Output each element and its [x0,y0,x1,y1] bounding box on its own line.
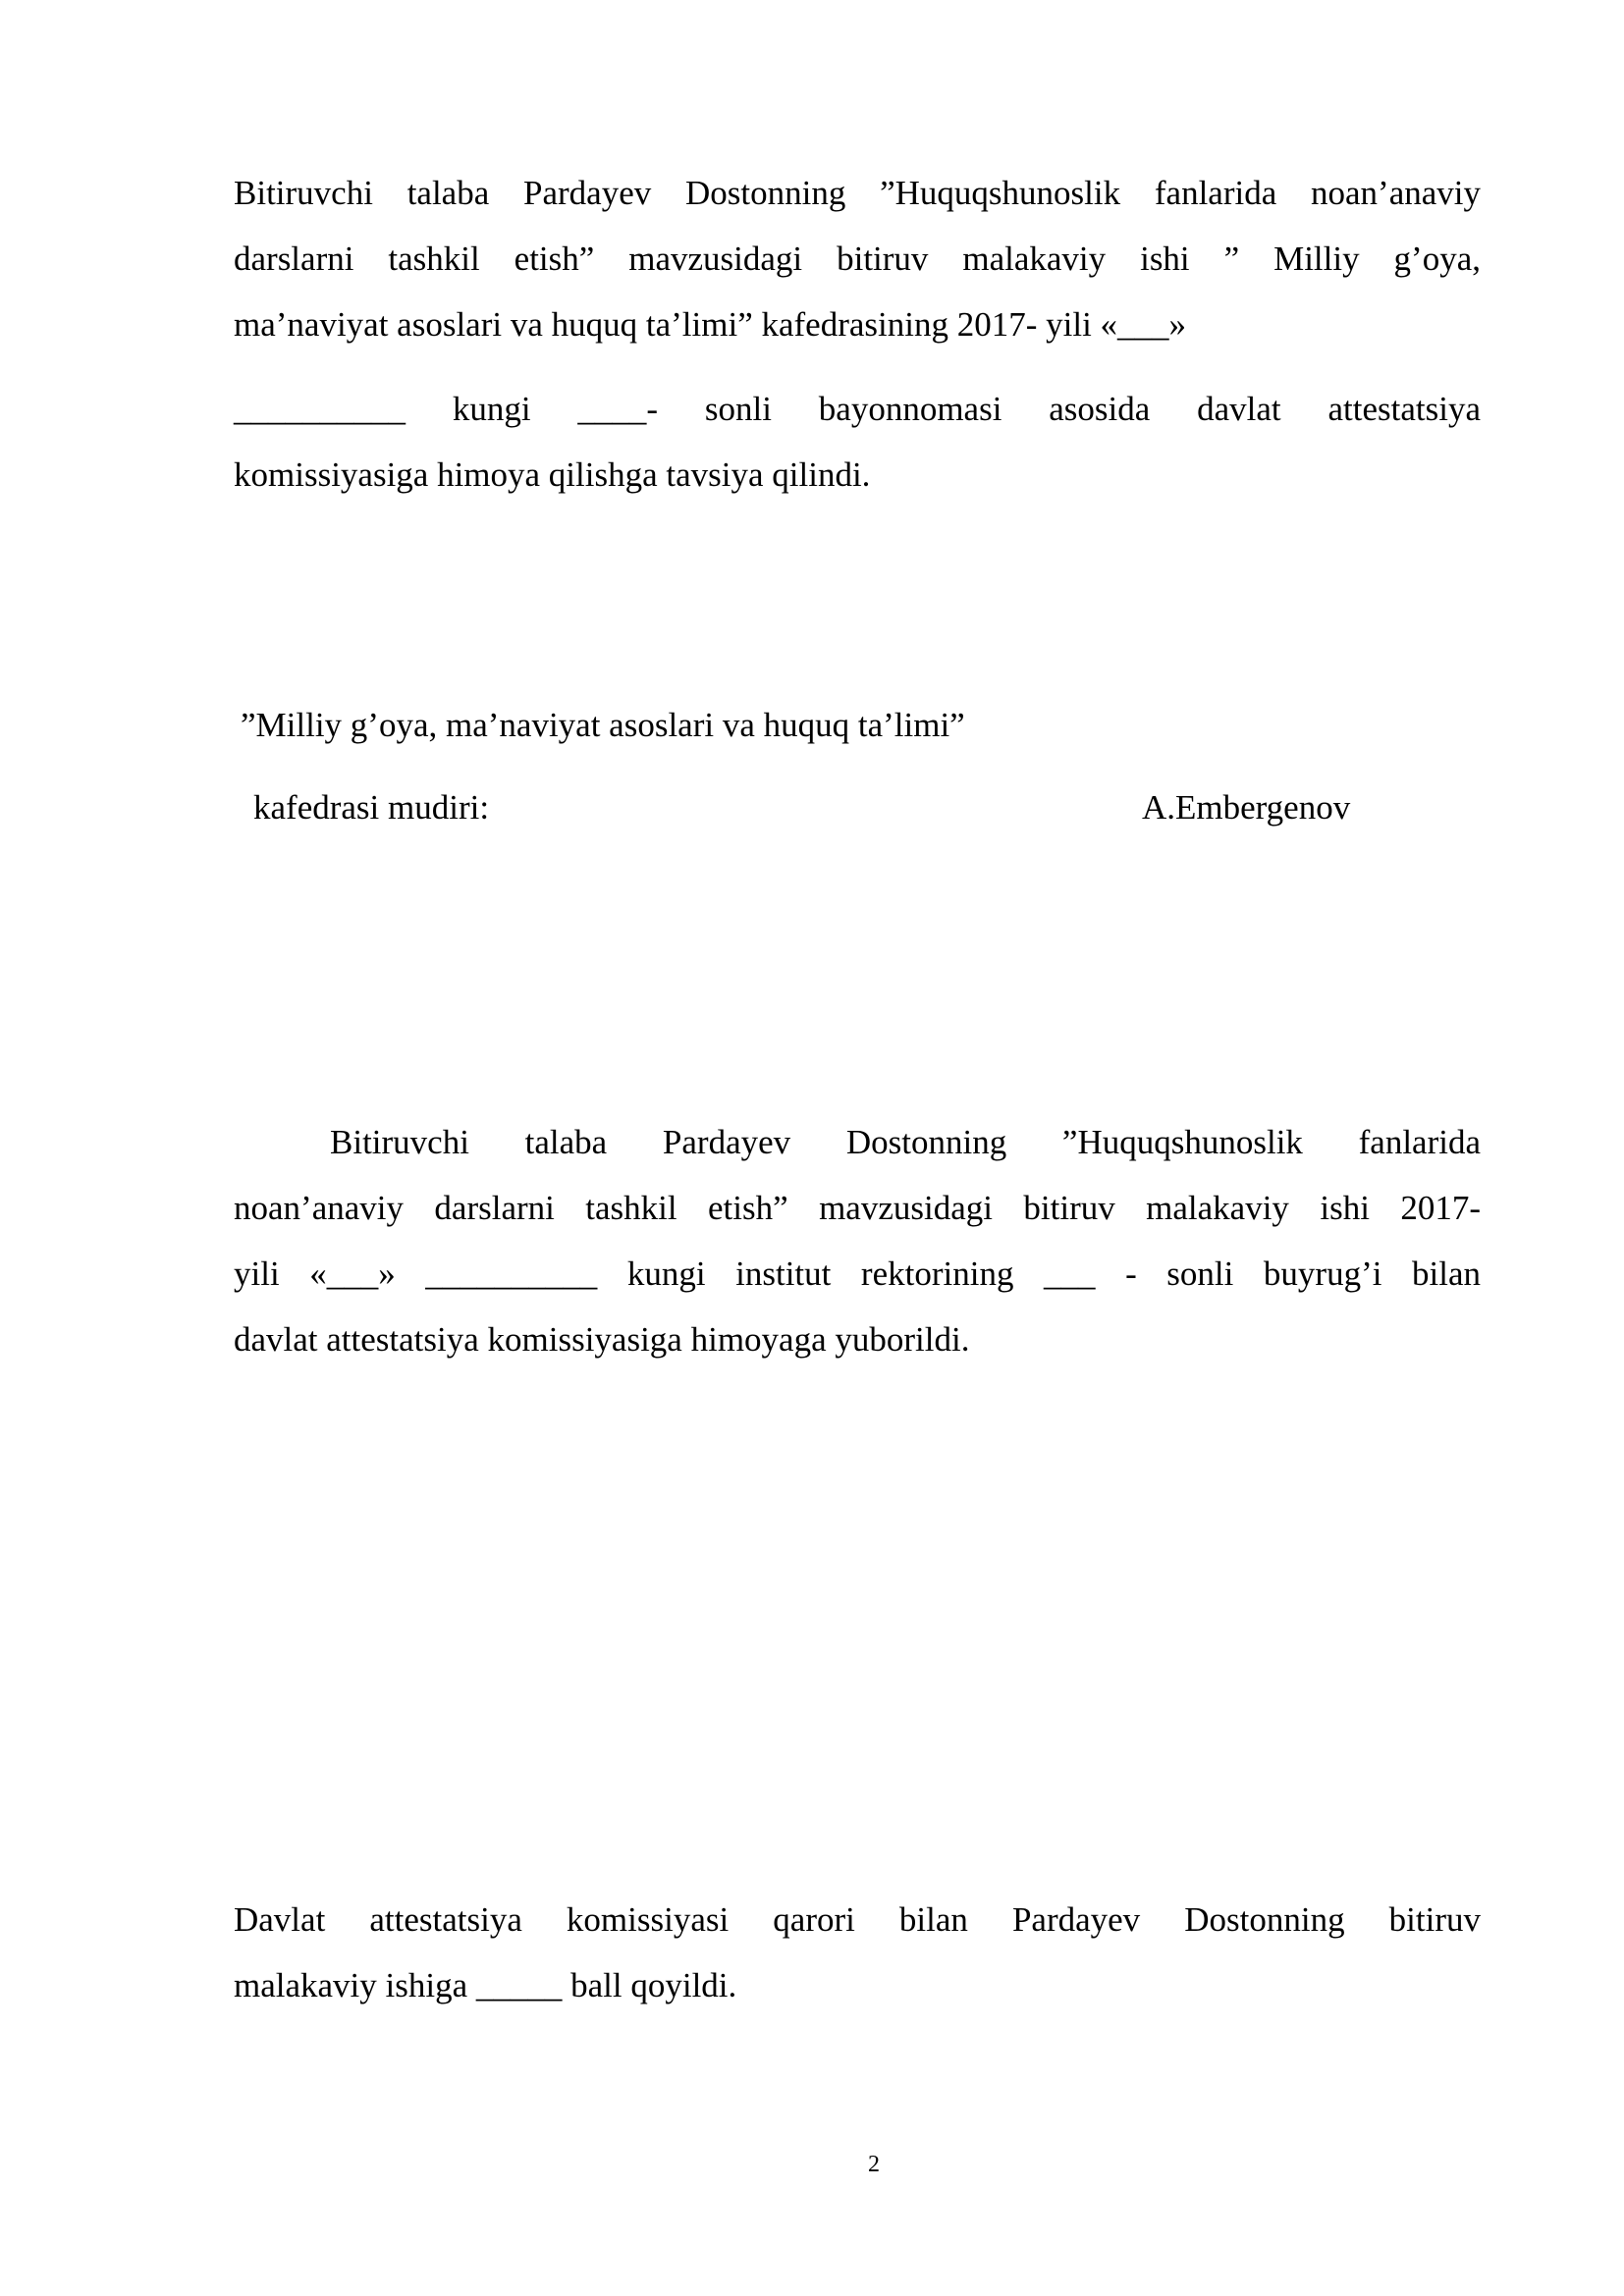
recommendation-line-1: Bitiruvchi talaba Pardayev Dostonning ”Huquqshunoslik fanlarida noan’anaviy [234,174,1481,212]
recommendation-line-5: komissiyasiga himoya qilishga tavsiya qilindi. [234,455,871,494]
department-head-label: kafedrasi mudiri: [253,788,490,827]
decision-line-2: malakaviy ishiga _____ ball qoyildi. [234,1966,737,2004]
decision-line-1: Davlat attestatsiya komissiyasi qarori bilan Pardayev Dostonning bitiruv [234,1900,1481,1939]
recommendation-line-4: __________ kungi ____- sonli bayonnomasi asosida davlat attestatsiya [234,390,1481,428]
submission-line-3: yili «___» __________ kungi institut rektorining ___ - sonli buyrug’i bilan [234,1255,1481,1293]
submission-line-4: davlat attestatsiya komissiyasiga himoyaga yuborildi. [234,1320,970,1359]
department-name: ”Milliy g’oya, ma’naviyat asoslari va huquq ta’limi” [241,706,965,744]
submission-line-2: noan’anaviy darslarni tashkil etish” mavzusidagi bitiruv malakaviy ishi 2017- [234,1189,1481,1227]
recommendation-line-3: ma’naviyat asoslari va huquq ta’limi” kafedrasining 2017- yili «___» [234,305,1187,344]
recommendation-line-2: darslarni tashkil etish” mavzusidagi bitiruv malakaviy ishi ” Milliy g’oya, [234,240,1481,278]
submission-line-1: Bitiruvchi talaba Pardayev Dostonning ”Huquqshunoslik fanlarida [330,1123,1481,1161]
page-number: 2 [868,2152,880,2177]
department-head-name: A.Embergenov [1142,788,1351,827]
